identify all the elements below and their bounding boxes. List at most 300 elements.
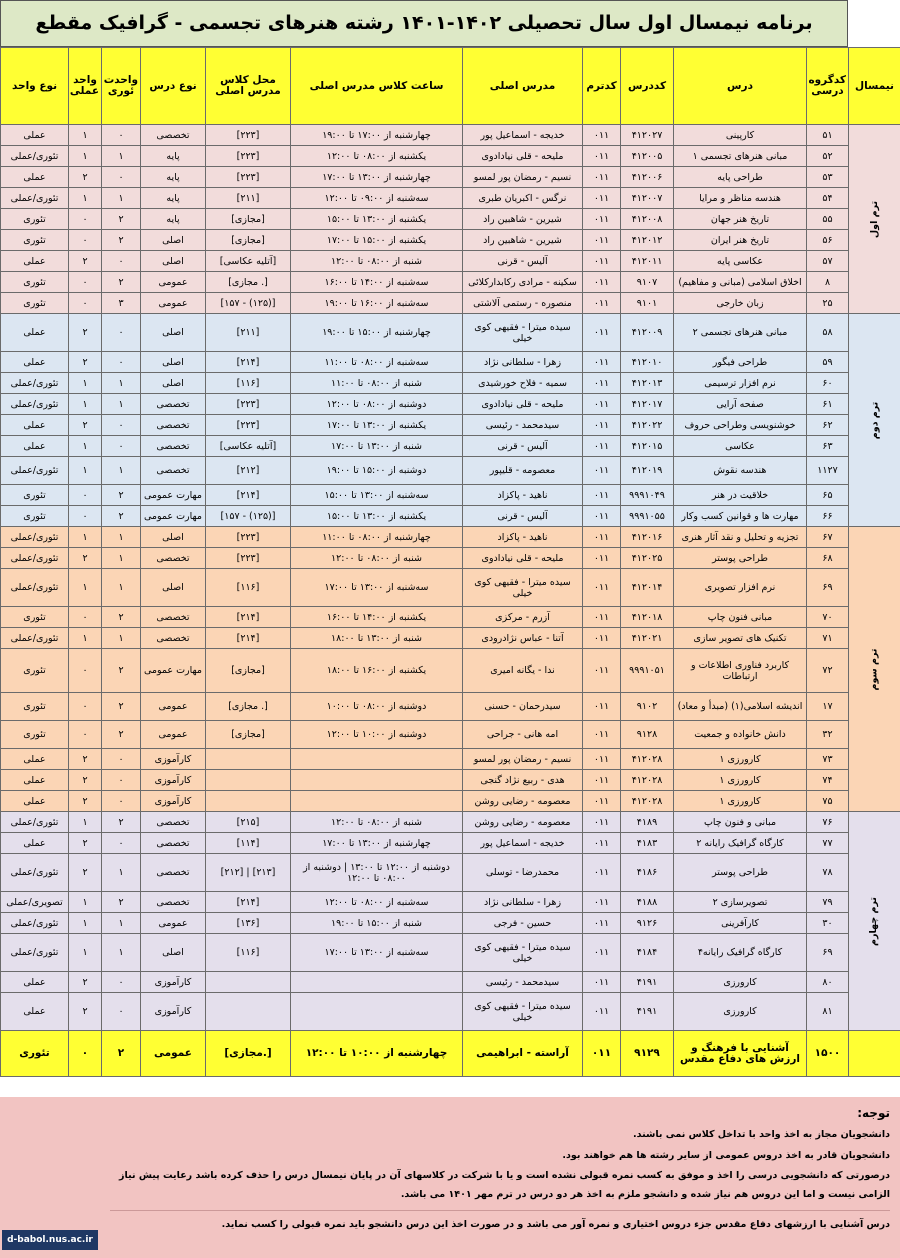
header-cell: واحدت ئوری [102,48,141,125]
table-cell: ۰۱۱ [583,188,621,209]
table-row [1,833,900,854]
table-cell: [.مجازی] [206,1031,291,1077]
table-row [1,352,900,373]
table-row [1,506,900,527]
table-cell: [۲۱۳] | [۲۱۲] [206,854,291,892]
table-cell: ۱ [102,394,141,415]
table-cell: ۹۹۹۱۰۵۵ [621,506,674,527]
table-row [1,628,900,649]
term-label [849,812,900,1031]
table-cell: سه‌شنبه از ۱۶:۰۰ تا ۱۹:۰۰ [291,293,463,314]
notes-section [0,1097,900,1258]
table-row [1,913,900,934]
table-row [1,649,900,693]
table-cell: تئوری [1,649,69,693]
table-cell: ۱ [69,527,102,548]
table-cell: ۰ [69,1031,102,1077]
table-row [1,854,900,892]
table-cell: ۰ [102,314,141,352]
table-cell [291,791,463,812]
table-cell: ۰۱۱ [583,251,621,272]
table-cell: طراحی پوستر [674,854,807,892]
table-cell: طراحی پوستر [674,548,807,569]
table-cell: ۰۱۱ [583,527,621,548]
table-cell: تخصصی [141,833,206,854]
table-cell: ۰ [69,693,102,721]
table-cell: ۱ [69,913,102,934]
title-corner [848,0,900,47]
table-cell: ۰ [102,125,141,146]
table-cell: ۷۰ [807,607,849,628]
table-cell: ۴۱۲۰۱۷ [621,394,674,415]
table-cell: مهارت عمومی [141,506,206,527]
table-row [1,972,900,993]
table-row [1,993,900,1031]
table-cell: عمومی [141,1031,206,1077]
table-cell: ۱ [102,527,141,548]
table-cell: سیده میترا - فقیهی کوی خیلی [463,314,583,352]
table-cell: ۶۰ [807,373,849,394]
table-cell: کارورزی ۱ [674,791,807,812]
table-cell: مبانی فنون چاپ [674,607,807,628]
table-row [1,251,900,272]
table-cell: ۰۱۱ [583,125,621,146]
table-cell: تخصصی [141,436,206,457]
table-cell: سیده میترا - فقیهی کوی خیلی [463,934,583,972]
header-cell: کدگروه درسی [807,48,849,125]
table-cell: کارپینی [674,125,807,146]
header-cell: ساعت کلاس مدرس اصلی [291,48,463,125]
table-cell: ۱۷ [807,693,849,721]
table-cell: ۰۱۱ [583,209,621,230]
table-cell: تئوری [1,230,69,251]
term-label-text: ترم اول [869,200,880,238]
table-cell: ۰ [69,721,102,749]
table-cell: عکاسی پایه [674,251,807,272]
header-cell: نوع درس [141,48,206,125]
table-cell: ۴۱۸۶ [621,854,674,892]
table-cell: شنبه از ۰۸:۰۰ تا ۱۱:۰۰ [291,373,463,394]
table-cell: مهارت ها و قوانین کسب وکار [674,506,807,527]
term-label-text: ترم دوم [869,401,880,439]
table-cell: ۶۵ [807,485,849,506]
table-cell: اصلی [141,373,206,394]
table-cell: [۱۱۶] [206,934,291,972]
table-cell: ۸۱ [807,993,849,1031]
table-cell: چهارشنبه از ۰۸:۰۰ تا ۱۱:۰۰ [291,527,463,548]
header-cell: واحد عملی [69,48,102,125]
table-cell: ۳ [102,293,141,314]
table-cell: تئوری [1,293,69,314]
table-cell: ۰ [69,485,102,506]
table-cell: [۲۱۴] [206,352,291,373]
table-cell: [۲۲۳] [206,527,291,548]
table-cell: کارورزی ۱ [674,770,807,791]
table-cell: چهارشنبه از ۱۰:۰۰ تا ۱۲:۰۰ [291,1031,463,1077]
table-cell: پایه [141,188,206,209]
table-cell: ملیحه - قلی نیادادوی [463,548,583,569]
table-cell: کارورزی [674,972,807,993]
table-cell: ۶۳ [807,436,849,457]
table-cell: [۲۲۳] [206,125,291,146]
table-cell: ۴۱۲۰۰۸ [621,209,674,230]
table-cell: ۰ [69,607,102,628]
table-cell: تئوری [1,607,69,628]
table-cell: اصلی [141,352,206,373]
table-cell: [مجازی] [206,649,291,693]
table-cell: خدیجه - اسماعیل پور [463,125,583,146]
table-cell: عملی [1,993,69,1031]
table-cell: عملی [1,770,69,791]
table-cell: [(۱۲۵) - ۱۵۷] [206,293,291,314]
term-label [849,527,900,812]
table-cell: ۱ [102,548,141,569]
table-cell: یکشنبه از ۱۶:۰۰ تا ۱۸:۰۰ [291,649,463,693]
table-cell: تخصصی [141,415,206,436]
table-row [1,209,900,230]
table-cell: کارگاه گرافیک رایانه ۲ [674,833,807,854]
table-cell: کارآموزی [141,993,206,1031]
table-cell: عملی [1,749,69,770]
table-row [1,569,900,607]
table-cell: ۲ [69,854,102,892]
table-cell: آشنایی با فرهنگ و ارزش های دفاع مقدس [674,1031,807,1077]
table-row [1,812,900,833]
table-cell: [۲۱۴] [206,628,291,649]
table-cell: آزرم - مرکزی [463,607,583,628]
table-cell: ۰۱۱ [583,770,621,791]
table-cell: ۴۱۲۰۱۳ [621,373,674,394]
table-cell: ۰۱۱ [583,506,621,527]
table-cell: [۱۱۶] [206,569,291,607]
table-cell: [۲۱۱] [206,188,291,209]
table-cell: دوشنبه از ۰۸:۰۰ تا ۱۰:۰۰ [291,693,463,721]
table-cell: ۲ [102,892,141,913]
table-cell: تخصصی [141,457,206,485]
table-cell: ۲ [69,791,102,812]
table-cell: ۹۱۰۷ [621,272,674,293]
table-cell: [آتلیه عکاسی] [206,436,291,457]
table-cell: کارآموزی [141,791,206,812]
table-cell: ۴۱۲۰۲۸ [621,749,674,770]
table-cell: ۰ [102,972,141,993]
table-cell: ۵۸ [807,314,849,352]
table-cell: ۱ [69,125,102,146]
table-cell: ۱ [102,854,141,892]
table-cell: ۲ [69,251,102,272]
table-cell: زهرا - سلطانی نژاد [463,892,583,913]
table-cell: تاریخ هنر جهان [674,209,807,230]
table-cell: ۲ [102,230,141,251]
table-cell: تئوری/عملی [1,569,69,607]
table-cell: کارگاه گرافیک رایانه۴ [674,934,807,972]
table-cell: ۰ [102,749,141,770]
table-cell: ۱ [69,812,102,833]
table-cell: ۴۱۲۰۲۱ [621,628,674,649]
table-cell: دوشنبه از ۱۰:۰۰ تا ۱۲:۰۰ [291,721,463,749]
table-cell: ۱ [69,457,102,485]
note-line: دانشجویان مجاز به اخذ واحد با تداخل کلاس نمی باشند. [633,1129,890,1140]
table-cell: ۰ [102,436,141,457]
table-row [1,791,900,812]
table-cell: چهارشنبه از ۱۵:۰۰ تا ۱۹:۰۰ [291,314,463,352]
table-row [1,721,900,749]
table-cell: ۹۱۰۲ [621,693,674,721]
table-cell: سه‌شنبه از ۰۸:۰۰ تا ۱۲:۰۰ [291,892,463,913]
table-cell: اصلی [141,230,206,251]
table-cell: ۲ [102,209,141,230]
table-cell: سیدمحمد - رئیسی [463,415,583,436]
table-cell: ۴۱۲۰۱۹ [621,457,674,485]
table-row [1,607,900,628]
table-cell: ۰ [102,833,141,854]
table-cell [206,749,291,770]
table-cell: [۲۲۳] [206,415,291,436]
table-cell: [. مجازی] [206,693,291,721]
table-row [1,293,900,314]
table-cell: ۲ [102,506,141,527]
table-cell: ۴۱۲۰۰۹ [621,314,674,352]
table-cell: دوشنبه از ۱۲:۰۰ تا ۱۳:۰۰ | دوشنبه از ۰۸:۰۰ تا ۱۲:۰۰ [291,854,463,892]
table-cell: ۰ [69,272,102,293]
table-cell: ۱ [102,373,141,394]
table-cell: یکشنبه از ۱۳:۰۰ تا ۱۵:۰۰ [291,506,463,527]
table-cell: [مجازی] [206,721,291,749]
table-cell: شنبه از ۰۸:۰۰ تا ۱۲:۰۰ [291,251,463,272]
table-cell: ۴۱۸۸ [621,892,674,913]
table-cell: ۳۲ [807,721,849,749]
table-cell: نسیم - رمضان پور لمسو [463,167,583,188]
table-cell: ۰۱۱ [583,791,621,812]
table-row [1,892,900,913]
table-cell: خوشنویسی وطراحی حروف [674,415,807,436]
table-row [1,146,900,167]
table-cell: کارآموزی [141,770,206,791]
table-cell: ۱ [102,457,141,485]
table-cell: [۲۱۴] [206,892,291,913]
table-cell: ۹۱۲۶ [621,913,674,934]
table-cell: ۴۱۹۱ [621,972,674,993]
table-cell: اصلی [141,569,206,607]
table-cell: ۰۱۱ [583,373,621,394]
table-cell: نرم افزار تصویری [674,569,807,607]
table-cell: اصلی [141,527,206,548]
table-cell: ۱ [102,934,141,972]
table-cell: ۰ [69,230,102,251]
table-cell: ۱ [69,892,102,913]
table-cell: صفحه آرایی [674,394,807,415]
table-cell: ۰۱۱ [583,436,621,457]
site-watermark: d-babol.nus.ac.ir [2,1230,98,1250]
table-cell: [۱۳۶] [206,913,291,934]
table-cell: تصویری/عملی [1,892,69,913]
table-cell: ۰۱۱ [583,749,621,770]
table-cell: ندا - یگانه امیری [463,649,583,693]
table-cell: سه‌شنبه از ۱۳:۰۰ تا ۱۷:۰۰ [291,569,463,607]
table-cell: ۴۱۲۰۲۸ [621,791,674,812]
table-cell: چهارشنبه از ۱۳:۰۰ تا ۱۷:۰۰ [291,833,463,854]
table-cell: ۶۹ [807,934,849,972]
table-cell: شنبه از ۱۳:۰۰ تا ۱۸:۰۰ [291,628,463,649]
table-cell: [(۱۲۵) - ۱۵۷] [206,506,291,527]
table-cell: عملی [1,352,69,373]
table-cell: ۲ [69,833,102,854]
table-cell: ۷۵ [807,791,849,812]
table-cell: تاریخ هنر ایران [674,230,807,251]
table-cell: ۰ [69,506,102,527]
table-cell: عملی [1,833,69,854]
table-cell: ۴۱۲۰۰۵ [621,146,674,167]
table-cell: تئوری/عملی [1,548,69,569]
table-cell: سمیه - فلاح خورشیدی [463,373,583,394]
table-cell: سه‌شنبه از ۰۸:۰۰ تا ۱۱:۰۰ [291,352,463,373]
table-cell: ۴۱۲۰۲۸ [621,770,674,791]
table-cell: ۲ [102,607,141,628]
table-row [1,394,900,415]
table-cell: ۲ [69,415,102,436]
table-cell: سکینه - مرادی رکابدارکلائی [463,272,583,293]
table-cell: ۰ [102,352,141,373]
table-cell: تئوری/عملی [1,373,69,394]
table-cell: ۰۱۱ [583,146,621,167]
table-cell: ۰۱۱ [583,607,621,628]
header-cell: نیمسال [849,48,900,125]
table-cell: [. مجازی] [206,272,291,293]
table-row [1,415,900,436]
table-cell: ۱ [102,628,141,649]
table-cell: تصویرسازی ۲ [674,892,807,913]
table-cell: تئوری [1,209,69,230]
note-line: دانشجویان قادر به اخذ دروس عمومی از سایر رشته ها هم خواهند بود. [562,1150,890,1161]
table-cell: تئوری/عملی [1,934,69,972]
table-cell: ۴۱۲۰۲۵ [621,548,674,569]
table-cell: ۰۱۱ [583,394,621,415]
table-cell: [۲۱۴] [206,607,291,628]
table-cell: ۵۷ [807,251,849,272]
table-cell: شنبه از ۱۵:۰۰ تا ۱۹:۰۰ [291,913,463,934]
table-cell: منصوره - رستمی آلاشتی [463,293,583,314]
table-cell: ۲ [69,167,102,188]
table-cell: عملی [1,314,69,352]
table-cell: ۲ [102,1031,141,1077]
table-cell [206,791,291,812]
table-cell: یکشنبه از ۱۳:۰۰ تا ۱۵:۰۰ [291,209,463,230]
table-cell: ۰۱۱ [583,972,621,993]
term-label [849,125,900,314]
table-cell: عملی [1,415,69,436]
table-cell: ۴۱۲۰۰۶ [621,167,674,188]
table-cell: ۰۱۱ [583,415,621,436]
table-cell: شنبه از ۱۳:۰۰ تا ۱۷:۰۰ [291,436,463,457]
table-cell: ۵۵ [807,209,849,230]
table-cell: ناهید - پاکزاد [463,485,583,506]
table-cell: محمدرضا - توسلی [463,854,583,892]
table-cell: خلاقیت در هنر [674,485,807,506]
table-cell: ۴۱۲۰۱۰ [621,352,674,373]
table-cell: ۰۱۱ [583,628,621,649]
table-cell: ۰۱۱ [583,272,621,293]
table-cell [206,993,291,1031]
table-cell: یکشنبه از ۱۴:۰۰ تا ۱۶:۰۰ [291,607,463,628]
table-cell: ۰ [102,415,141,436]
table-cell: ۰۱۱ [583,352,621,373]
table-cell: [۱۱۶] [206,373,291,394]
table-cell: کارورزی ۱ [674,749,807,770]
table-cell: ۲ [69,749,102,770]
table-row [1,272,900,293]
table-cell: آراسته - ابراهیمی [463,1031,583,1077]
table-cell: ۷۸ [807,854,849,892]
table-cell: ۰۱۱ [583,833,621,854]
table-cell: ۰ [69,209,102,230]
table-cell: ۲ [69,352,102,373]
table-cell: ۷۱ [807,628,849,649]
table-cell: عملی [1,791,69,812]
table-cell [206,770,291,791]
table-cell: [مجازی] [206,209,291,230]
table-cell: تخصصی [141,892,206,913]
table-cell: ۴۱۸۴ [621,934,674,972]
table-cell: ۶۲ [807,415,849,436]
table-cell: ۰۱۱ [583,230,621,251]
table-cell: [۲۱۲] [206,457,291,485]
table-cell: ۵۴ [807,188,849,209]
term-label [849,314,900,527]
table-cell: ۱ [69,188,102,209]
table-row [1,457,900,485]
table-cell: هدی - ربیع نژاد گنجی [463,770,583,791]
table-cell: سه‌شنبه از ۱۳:۰۰ تا ۱۷:۰۰ [291,934,463,972]
table-cell: ۲ [69,314,102,352]
table-cell: کارورزی [674,993,807,1031]
table-cell: [۲۲۳] [206,167,291,188]
table-cell: شنبه از ۰۸:۰۰ تا ۱۲:۰۰ [291,548,463,569]
table-cell: عملی [1,167,69,188]
table-cell: [مجازی] [206,230,291,251]
table-cell: عملی [1,436,69,457]
table-cell: سه‌شنبه از ۰۹:۰۰ تا ۱۲:۰۰ [291,188,463,209]
table-cell: [۲۲۳] [206,146,291,167]
table-cell: سیدرحمان - حسنی [463,693,583,721]
header-cell: درس [674,48,807,125]
table-cell: ۰ [69,649,102,693]
table-cell: سه‌شنبه از ۱۴:۰۰ تا ۱۶:۰۰ [291,272,463,293]
table-cell: آتنا - عباس نژادرودی [463,628,583,649]
table-cell: ۱ [69,628,102,649]
table-cell: تئوری/عملی [1,628,69,649]
table-cell: معصومه - رضایی روشن [463,812,583,833]
table-cell: ۰۱۱ [583,854,621,892]
table-cell: ۰۱۱ [583,693,621,721]
table-cell: ۱ [69,934,102,972]
table-cell: ملیحه - قلی نیادادوی [463,394,583,415]
header-cell: مدرس اصلی [463,48,583,125]
table-cell: ۱ [69,373,102,394]
table-cell: طراحی فیگور [674,352,807,373]
table-cell: ۹۹۹۱۰۵۱ [621,649,674,693]
table-cell: [۲۲۳] [206,548,291,569]
term-label-text: ترم چهارم [868,896,880,946]
table-cell: طراحی پایه [674,167,807,188]
table-cell: ۶۷ [807,527,849,548]
table-cell: ۲ [69,972,102,993]
table-cell: ۰۱۱ [583,314,621,352]
table-cell: [۱۱۴] [206,833,291,854]
table-cell [291,770,463,791]
table-row-extra [1,1031,900,1077]
table-cell: ۱ [69,436,102,457]
table-cell: شنبه از ۰۸:۰۰ تا ۱۲:۰۰ [291,812,463,833]
